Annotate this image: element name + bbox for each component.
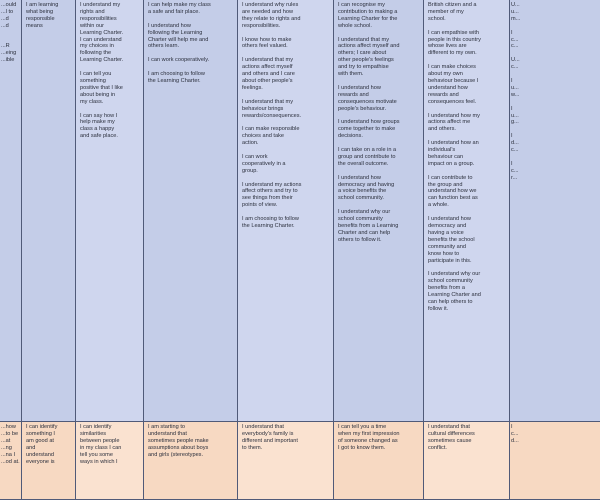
bottom-row-cell-4: I understand that everybody's family is different and important to them. [238,422,334,500]
top-row-cell-4: I understand why rules are needed and how they relate to rights and responsibilities. I know how to make others feel valued. I understand that my actions affect myself and others and I care about other people's feelings. I understand that my behaviour brings rewards/consequences. I can make responsible choices and take action. I can work cooperatively in a group. I understand my actions affect others and try to see things from their points of view. I am choosing to follow the Learning Charter. [238,0,334,422]
top-row-overflow [585,0,600,422]
top-row-cell-0: ...ould ...l to ...d ...d ...R ...eing ...ible [0,0,22,422]
bottom-row-cell-0: ...how ...to be ...at ...ng ...na I ...od at. [0,422,22,500]
top-row-cell-5: I can recognise my contribution to making a Learning Charter for the whole school. I understand that my actions affect myself and others; I care about other people's feelings and try to empathise with them. I understand how rewards and consequences motivate people's behaviour. I understand how groups come together to make decisions. I can take on a role in a group and contribute to the overall outcome. I understand how democracy and having a voice benefits the school community. I understand why our school community benefits from a Learning Charter and can help others to follow it. [334,0,424,422]
bottom-row-cell-6: I understand that cultural differences sometimes cause conflict. [424,422,510,500]
top-row-cell-2: I understand my rights and responsibilities within our Learning Charter. I can understand my choices in following the Learning Charter. I can tell you something positive that I like about being in my class. I can say how I help make my class a happy and safe place. [76,0,144,422]
bottom-row-cell-2: I can identify similarities between people in my class I can tell you some ways in which I [76,422,144,500]
bottom-row-cell-3: I am starting to understand that sometimes people make assumptions about boys and girls (stereotypes. [144,422,238,500]
top-row-cell-1: I am learning what being responsible means [22,0,76,422]
bottom-row-cell-1: I can identify something I am good at and understand everyone is [22,422,76,500]
top-row-cell-6: British citizen and a member of my school. I can empathise with people in this country whose lives are different to my own. I can make choices about my own behaviour because I understand how rewards and consequences feel. I understand how my actions affect me and others. I understand how an individual's behaviour can impact on a group. I can contribute to the group and understand how we can function best as a whole. I understand how democracy and having a voice benefits the school community and know how to participate in this. I understand why our school community benefits from a Learning Charter and can help others to follow it. [424,0,510,422]
top-row-cell-7: U... u... m... I c... c... U... c... I u... w... I u... g... I d... c... I c... r... [510,0,585,422]
top-row-cell-3: I can help make my class a safe and fair place. I understand how following the Learning Charter will help me and others learn. I can work cooperatively. I am choosing to follow the Learning Charter. [144,0,238,422]
bottom-row-cell-7: I c... d... [510,422,585,500]
bottom-row-cell-5: I can tell you a time when my first impression of someone changed as I got to know them. [334,422,424,500]
bottom-row-overflow [585,422,600,500]
